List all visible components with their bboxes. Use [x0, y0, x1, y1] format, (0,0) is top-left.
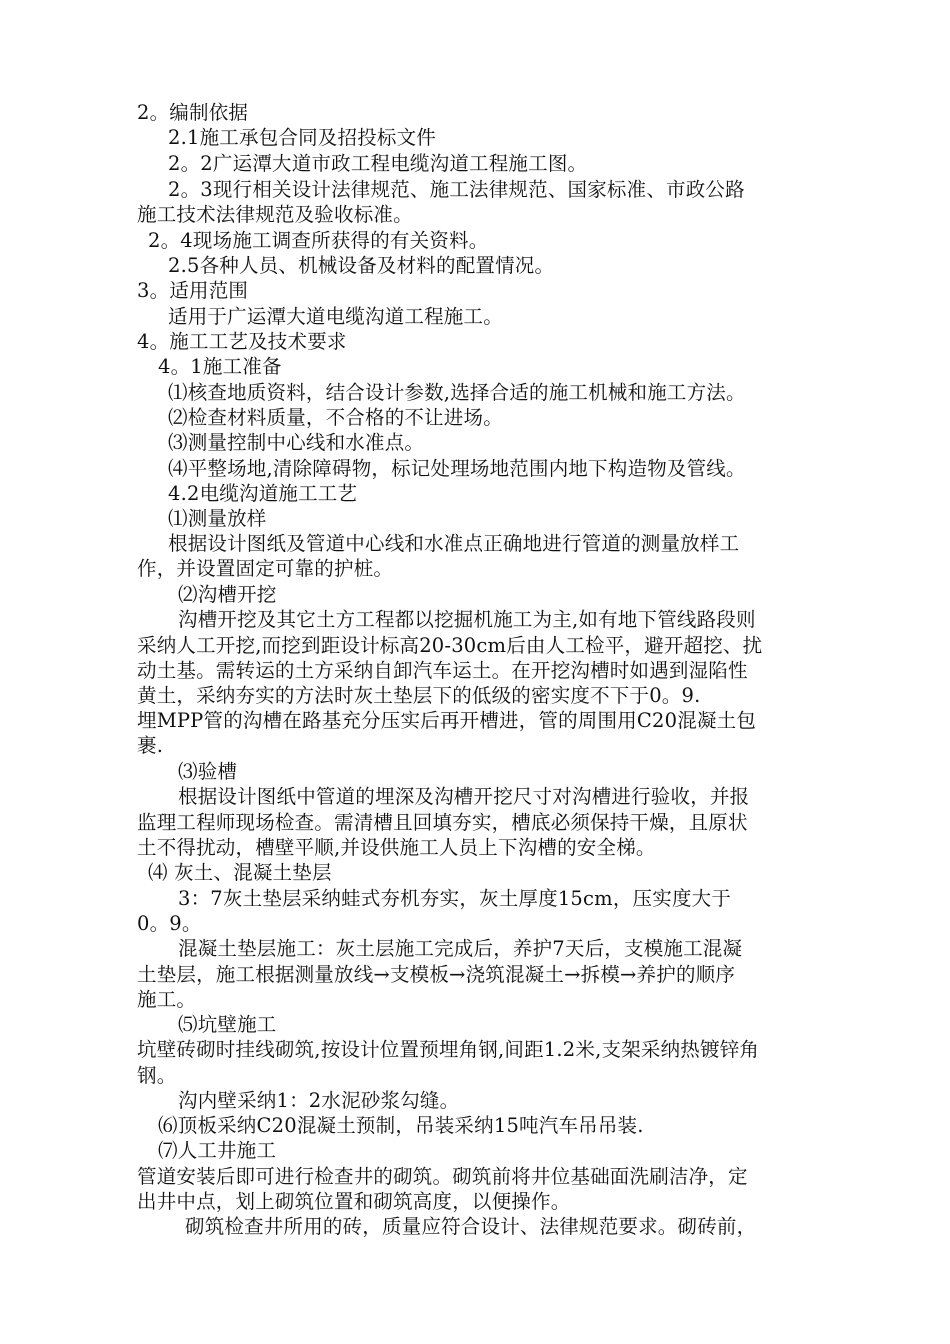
text-line: 埋MPP管的沟槽在路基充分压实后再开槽进，管的周围用C20混凝土包 [137, 709, 757, 732]
text-line: 动土基。需转运的土方采纳自卸汽车运土。在开挖沟槽时如遇到湿陷性 [137, 659, 748, 682]
text-line: ⑺人工井施工 [158, 1139, 277, 1162]
text-line: 适用于广运潭大道电缆沟道工程施工。 [168, 305, 503, 328]
text-line: 管道安装后即可进行检查井的砌筑。砌筑前将井位基础面洗刷洁净，定 [137, 1165, 748, 1188]
text-line: 根据设计图纸中管道的埋深及沟槽开挖尺寸对沟槽进行验收，并报 [178, 785, 750, 808]
text-line: 3：7灰土垫层采纳蛙式夯机夯实，灰土厚度15cm，压实度大于 [178, 887, 732, 910]
text-line: ⑷平整场地,清除障碍物，标记处理场地范围内地下构造物及管线。 [168, 457, 746, 480]
heading-4: 4。施工工艺及技术要求 [137, 330, 347, 353]
text-line: ⑴核查地质资料，结合设计参数,选择合适的施工机械和施工方法。 [168, 381, 746, 404]
subheading-4-2: 4.2电缆沟道施工工艺 [168, 482, 358, 505]
text-line: 砌筑检查井所用的砖，质量应符合设计、法律规范要求。砌砖前， [185, 1215, 757, 1238]
text-line: 裹. [137, 734, 164, 757]
subheading-4-1: 4。1施工准备 [158, 355, 282, 378]
text-line: 黄土，采纳夯实的方法时灰土垫层下的低级的密实度不下于0。9. [137, 684, 701, 707]
text-line: 2。4现场施工调查所获得的有关资料。 [148, 229, 489, 252]
text-line: 沟内壁采纳1：2水泥砂浆勾缝。 [178, 1089, 460, 1112]
text-line: ⑵检查材料质量，不合格的不让进场。 [168, 406, 503, 429]
text-line: ⑵沟槽开挖 [178, 583, 277, 606]
text-line: ⑸坑壁施工 [178, 1013, 277, 1036]
text-line: 2.1施工承包合同及招投标文件 [168, 126, 437, 149]
text-line: ⑶验槽 [178, 760, 238, 783]
text-line: 施工技术法律规范及验收标准。 [137, 203, 413, 226]
text-line: 沟槽开挖及其它土方工程都以挖掘机施工为主,如有地下管线路段则 [178, 608, 756, 631]
text-line: 混凝土垫层施工：灰土层施工完成后，养护7天后，支模施工混凝 [178, 937, 743, 960]
text-line: 2.5各种人员、机械设备及材料的配置情况。 [168, 254, 555, 277]
text-line: 2。3现行相关设计法律规范、施工法律规范、国家标准、市政公路 [168, 178, 745, 201]
text-line: ⑴测量放样 [168, 507, 267, 530]
text-line: 作，并设置固定可靠的护桩。 [137, 557, 394, 580]
text-line: 土不得扰动，槽壁平顺,并设供施工人员上下沟槽的安全梯。 [137, 836, 656, 859]
heading-3: 3。适用范围 [137, 279, 249, 302]
text-line: 坑壁砖砌时挂线砌筑,按设计位置预埋角钢,间距1.2米,支架采纳热镀锌角 [137, 1038, 760, 1061]
text-line: 钢。 [137, 1064, 177, 1087]
text-line: 出井中点，划上砌筑位置和砌筑高度，以便操作。 [137, 1190, 571, 1213]
text-line: 0。9。 [137, 912, 202, 935]
heading-2: 2。编制依据 [137, 101, 249, 124]
text-line: ⑶测量控制中心线和水准点。 [168, 431, 425, 454]
text-line: 2。2广运潭大道市政工程电缆沟道工程施工图。 [168, 152, 588, 175]
text-line: 采纳人工开挖,而挖到距设计标高20-30cm后由人工检平，避开超挖、扰 [137, 634, 763, 657]
text-line: 施工。 [137, 988, 197, 1011]
text-line: 根据设计图纸及管道中心线和水准点正确地进行管道的测量放样工 [168, 532, 740, 555]
text-line: 土垫层，施工根据测量放线→支模板→浇筑混凝土→拆模→养护的顺序 [137, 963, 736, 986]
text-line: 监理工程师现场检查。需清槽且回填夯实，槽底必须保持干燥，且原状 [137, 811, 748, 834]
text-line: ⑷ 灰土、混凝土垫层 [148, 861, 332, 884]
text-line: ⑹顶板采纳C20混凝土预制，吊装采纳15吨汽车吊吊装. [158, 1114, 644, 1137]
